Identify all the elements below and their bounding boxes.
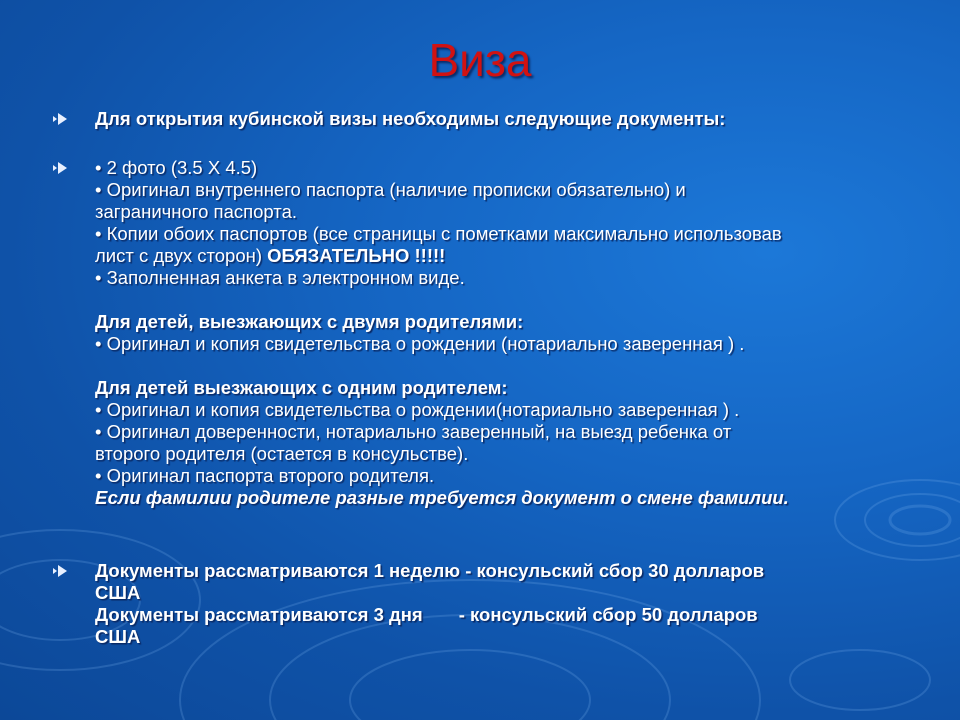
section-heading-one-parent: Для детей выезжающих с одним родителем: <box>95 377 508 398</box>
processing-1-week-cont: США <box>95 582 141 603</box>
list-item: • 2 фото (3.5 Х 4.5) <box>95 157 258 178</box>
intro-text: Для открытия кубинской визы необходимы следующие документы: <box>95 108 726 129</box>
list-item: заграничного паспорта. <box>95 201 298 222</box>
list-item <box>95 245 928 267</box>
arrow-bullet-icon <box>58 565 67 577</box>
list-item: • Оригинал внутреннего паспорта (наличие прописки обязательно) и <box>95 179 686 200</box>
arrow-bullet-icon <box>58 113 67 125</box>
processing-1-week: Документы рассматриваются 1 неделю - консульский сбор 30 долларов <box>95 560 765 581</box>
section-heading-two-parents: Для детей, выезжающих с двумя родителями: <box>95 311 524 332</box>
arrow-bullet-icon <box>58 162 67 174</box>
processing-3-days: Документы рассматриваются 3 дня - консульский сбор 50 долларов <box>95 604 758 625</box>
list-item: • Оригинал доверенности, нотариально заверенный, на выезд ребенка от <box>95 421 732 442</box>
list-item-text: лист с двух сторон) <box>95 245 262 266</box>
list-item: • Оригинал и копия свидетельства о рождении(нотариально заверенная ) . <box>95 399 740 420</box>
bullet-processing-times <box>58 560 928 648</box>
mandatory-emphasis: ОБЯЗАТЕЛЬНО !!!!! <box>267 245 446 266</box>
processing-3-days-cont: США <box>95 626 141 647</box>
list-item: второго родителя (остается в консульстве). <box>95 443 469 464</box>
slide-title: Виза <box>428 34 532 86</box>
list-item: • Оригинал паспорта второго родителя. <box>95 465 435 486</box>
list-item: • Оригинал и копия свидетельства о рождении (нотариально заверенная ) . <box>95 333 745 354</box>
list-item: • Копии обоих паспортов (все страницы с пометками максимально использовав <box>95 223 782 244</box>
slide-content <box>58 104 928 648</box>
bullet-documents-list <box>58 157 928 509</box>
bullet-documents-intro <box>58 108 928 130</box>
list-item: • Заполненная анкета в электронном виде. <box>95 267 465 288</box>
surname-note: Если фамилии родителе разные требуется документ о смене фамилии. <box>95 487 789 508</box>
